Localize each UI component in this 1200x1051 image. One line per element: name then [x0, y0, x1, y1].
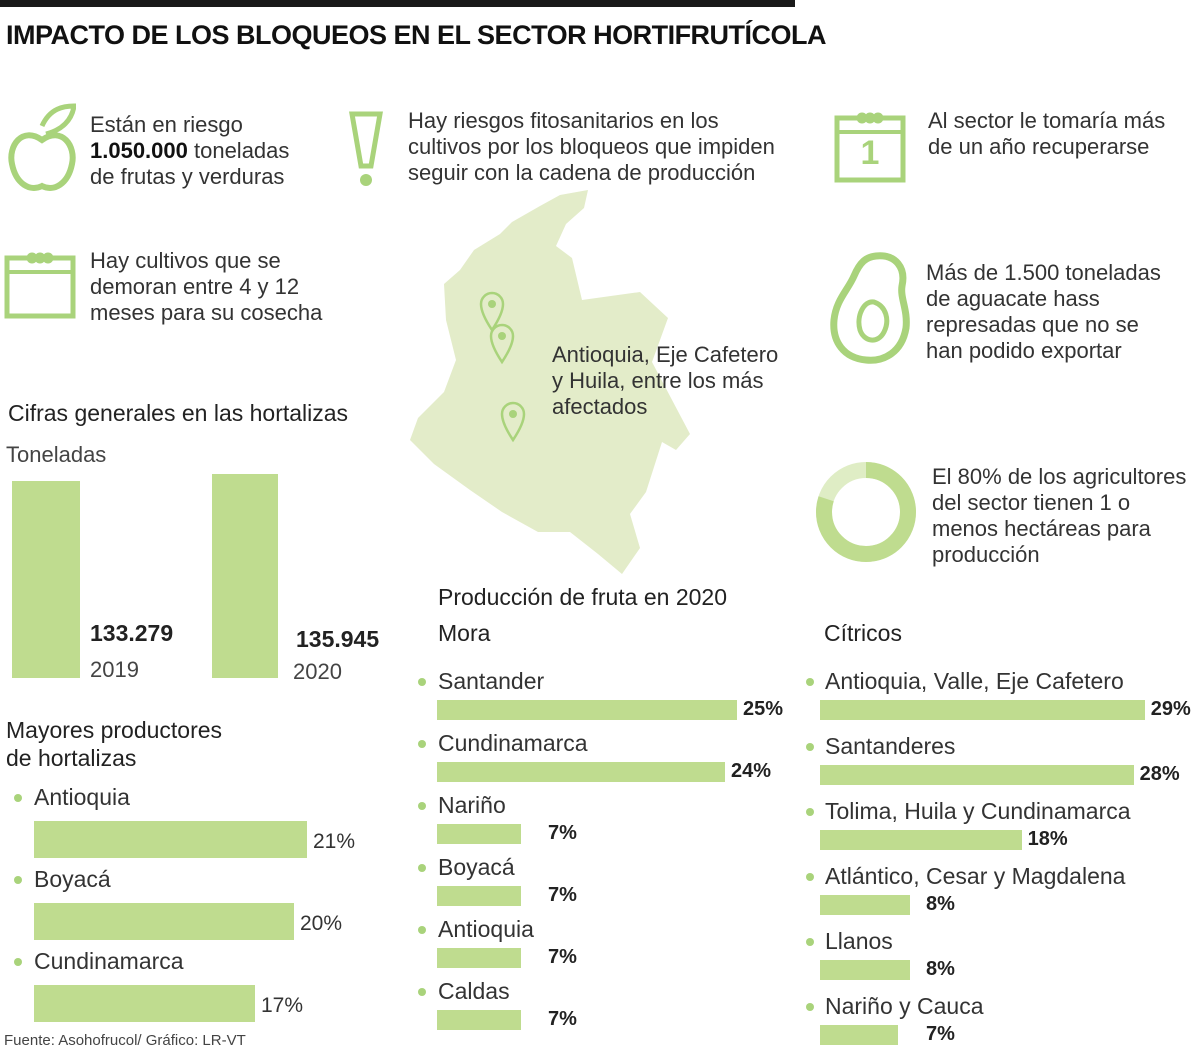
list-bullet	[418, 988, 426, 996]
fact-phyto-line2: cultivos por los bloqueos que impiden	[408, 134, 775, 159]
bar-mora	[437, 948, 521, 968]
category-label: Santander	[438, 668, 545, 694]
category-label: Caldas	[438, 978, 510, 1004]
list-bullet	[418, 678, 426, 686]
value-label: 7%	[926, 1023, 955, 1045]
bar-2019	[12, 481, 80, 678]
map-caption-line3: afectados	[552, 394, 648, 419]
bar-producer	[34, 821, 307, 858]
bar-mora	[437, 824, 521, 844]
bar-mora	[437, 762, 725, 782]
top-rule	[0, 0, 795, 7]
category-label: Nariño y Cauca	[825, 993, 984, 1019]
chart-general-title: Cifras generales en las hortalizas	[8, 400, 349, 426]
list-bullet	[806, 873, 814, 881]
avocado-icon	[830, 250, 910, 366]
category-label: Cundinamarca	[438, 730, 588, 756]
bar-year-2020: 2020	[293, 659, 342, 684]
list-bullet	[14, 794, 22, 802]
bar-citricos	[820, 895, 910, 915]
bar-mora	[437, 700, 737, 720]
list-bullet	[418, 864, 426, 872]
bar-producer	[34, 985, 255, 1022]
bar-2020	[212, 474, 278, 678]
category-label: Santanderes	[825, 733, 956, 759]
list-bullet	[806, 743, 814, 751]
bar-citricos	[820, 830, 1022, 850]
fact-crops-line2: demoran entre 4 y 12	[90, 274, 300, 299]
chart-mora-subtitle: Mora	[438, 620, 491, 646]
fact-risk	[90, 112, 350, 190]
category-label: Llanos	[825, 928, 893, 954]
bar-mora	[437, 1010, 521, 1030]
list-bullet	[14, 958, 22, 966]
risk-amount: 1.050.000	[90, 138, 188, 163]
list-bullet	[418, 926, 426, 934]
value-label: 7%	[548, 1008, 577, 1030]
bar-citricos	[820, 700, 1145, 720]
value-label: 25%	[743, 698, 784, 720]
category-label: Tolima, Huila y Cundinamarca	[825, 798, 1131, 824]
fact-recovery-line2: de un año recuperarse	[928, 134, 1150, 159]
chart-fruit-title: Producción de fruta en 2020	[438, 584, 727, 610]
value-label: 24%	[731, 760, 772, 782]
list-bullet	[806, 938, 814, 946]
map-caption-line2: y Huila, entre los más	[552, 368, 764, 393]
fact-phyto-line1: Hay riesgos fitosanitarios en los	[408, 108, 719, 133]
bar-citricos	[820, 1025, 898, 1045]
fact-recovery	[928, 108, 1198, 160]
fact-avocado-line1: Más de 1.500 toneladas	[926, 260, 1161, 285]
fact-farmers-line4: producción	[932, 542, 1040, 567]
farmers-donut-chart	[812, 458, 920, 566]
value-label: 18%	[1027, 828, 1068, 850]
fact-phyto-line3: seguir con la cadena de producción	[408, 160, 756, 185]
fact-avocado-line2: de aguacate hass	[926, 286, 1100, 311]
exclamation-icon	[346, 110, 386, 190]
fact-phyto	[408, 108, 828, 186]
chart-producers-title	[6, 716, 222, 772]
calendar-icon	[4, 250, 76, 320]
value-label: 21%	[313, 830, 356, 853]
fact-recovery-line1: Al sector le tomaría más	[928, 108, 1166, 133]
category-label: Antioquia	[34, 784, 130, 810]
bar-value-2020: 135.945	[296, 626, 380, 652]
list-bullet	[418, 740, 426, 748]
value-label: 8%	[926, 893, 955, 915]
fact-crops	[90, 248, 350, 326]
list-bullet	[806, 808, 814, 816]
category-label: Cundinamarca	[34, 948, 184, 974]
fact-risk-line3: de frutas y verduras	[90, 164, 285, 189]
list-bullet	[14, 876, 22, 884]
value-label: 29%	[1150, 698, 1191, 720]
value-label: 8%	[926, 958, 955, 980]
category-label: Antioquia	[438, 916, 534, 942]
fact-risk-line2	[90, 138, 350, 164]
bar-value-2019: 133.279	[90, 620, 174, 646]
chart-producers-title-line2: de hortalizas	[6, 745, 137, 771]
apple-icon	[6, 100, 76, 196]
list-bullet	[806, 678, 814, 686]
fact-crops-line1: Hay cultivos que se	[90, 248, 281, 273]
risk-unit: toneladas	[187, 138, 290, 163]
list-bullet	[806, 1003, 814, 1011]
bar-citricos	[820, 960, 910, 980]
fact-crops-line3: meses para su cosecha	[90, 300, 323, 325]
map-caption-line1: Antioquia, Eje Cafetero	[552, 342, 779, 367]
value-label: 7%	[548, 822, 577, 844]
category-label: Nariño	[438, 792, 506, 818]
fact-avocado	[926, 260, 1196, 364]
value-label: 17%	[261, 994, 304, 1017]
calendar-icon	[834, 106, 906, 186]
bar-year-2019: 2019	[90, 657, 139, 682]
fact-farmers-line2: del sector tienen 1 o	[932, 490, 1131, 515]
category-label: Boyacá	[34, 866, 111, 892]
bar-mora	[437, 886, 521, 906]
source-credit: Fuente: Asohofrucol/ Gráfico: LR-VT	[4, 1032, 246, 1049]
fact-farmers-line1: El 80% de los agricultores	[932, 464, 1187, 489]
fact-avocado-line3: represadas que no se	[926, 312, 1139, 337]
chart-citricos-subtitle: Cítricos	[824, 620, 902, 646]
chart-general-ylabel: Toneladas	[6, 442, 107, 467]
fact-risk-line1: Están en riesgo	[90, 112, 243, 137]
fact-farmers	[932, 464, 1200, 568]
chart-producers-title-line1: Mayores productores	[6, 717, 223, 743]
category-label: Boyacá	[438, 854, 515, 880]
value-label: 20%	[300, 912, 343, 935]
bar-producer	[34, 903, 294, 940]
value-label: 28%	[1139, 763, 1180, 785]
value-label: 7%	[548, 884, 577, 906]
bar-citricos	[820, 765, 1134, 785]
category-label: Atlántico, Cesar y Magdalena	[825, 863, 1126, 889]
value-label: 7%	[548, 946, 577, 968]
fact-farmers-line3: menos hectáreas para	[932, 516, 1151, 541]
category-label: Antioquia, Valle, Eje Cafetero	[825, 668, 1124, 694]
calendar-number: 1	[860, 134, 880, 172]
infographic-title: IMPACTO DE LOS BLOQUEOS EN EL SECTOR HORTIFRUTÍCOLA	[6, 20, 827, 50]
map-caption	[552, 342, 812, 420]
list-bullet	[418, 802, 426, 810]
fact-avocado-line4: han podido exportar	[926, 338, 1122, 363]
